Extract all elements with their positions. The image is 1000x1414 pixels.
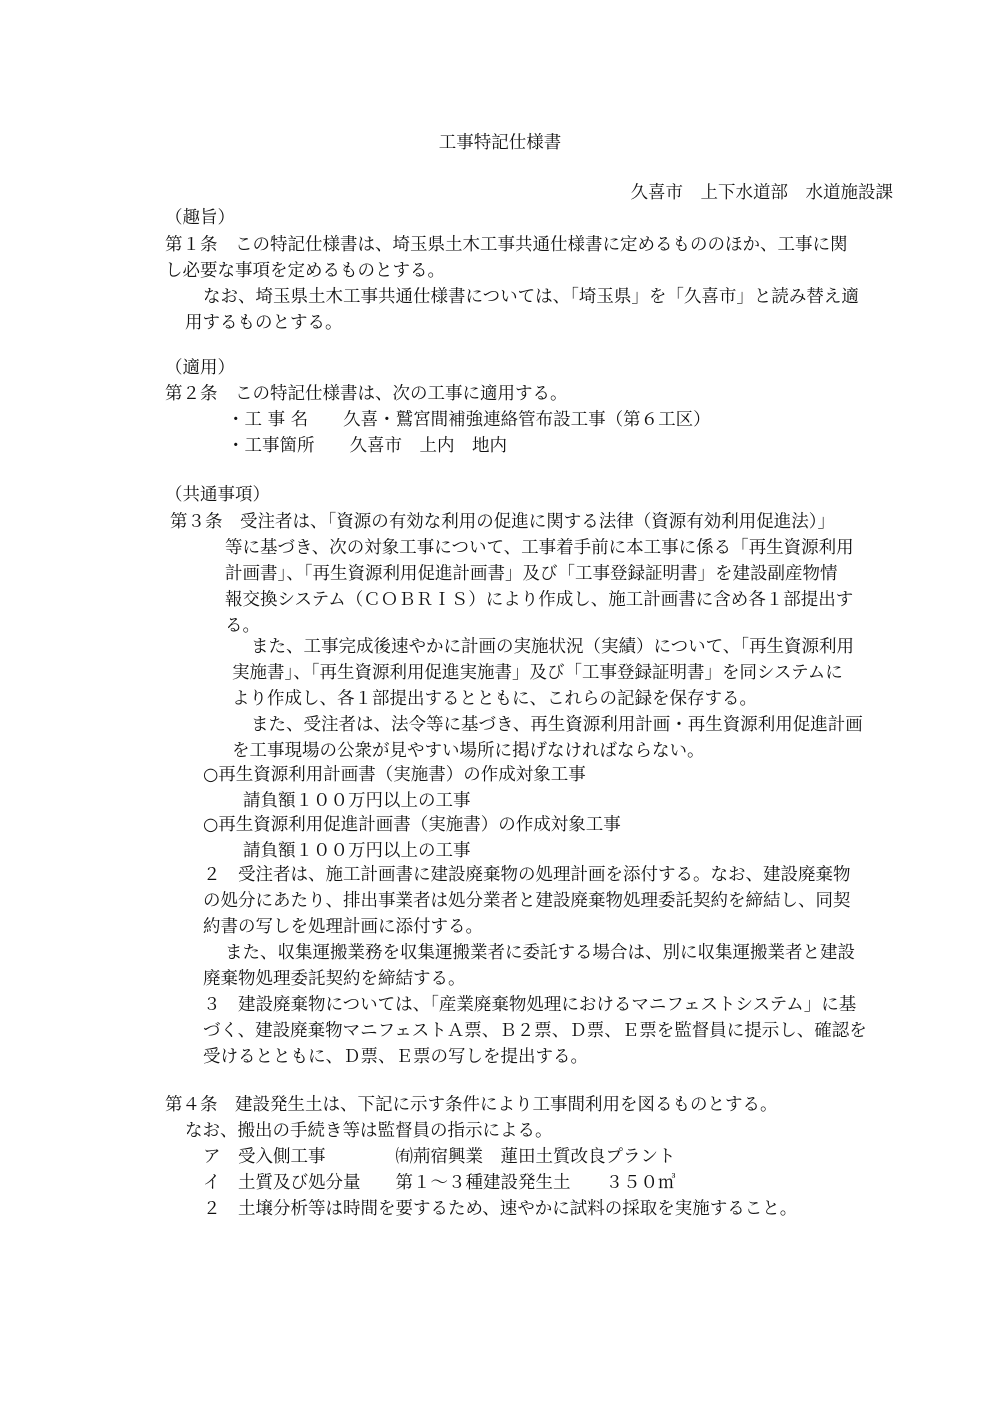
- body-line: また、受注者は、法令等に基づき、再生資源利用計画・再生資源利用促進計画: [251, 715, 863, 735]
- body-line: より作成し、各１部提出するとともに、これらの記録を保存する。: [232, 689, 757, 709]
- body-line: 第２条 この特記仕様書は、次の工事に適用する。: [165, 384, 568, 404]
- body-line: ア 受入側工事 ㈲荊宿興業 蓮田土質改良プラント: [203, 1147, 676, 1167]
- body-line: また、収集運搬業務を収集運搬業者に委託する場合は、別に収集運搬業者と建設: [225, 943, 855, 963]
- body-line: し必要な事項を定めるものとする。: [165, 261, 445, 281]
- body-line: なお、埼玉県土木工事共通仕様書については、「埼玉県」を「久喜市」と読み替え適: [203, 287, 859, 307]
- body-line: ２ 土壌分析等は時間を要するため、速やかに試料の採取を実施すること。: [203, 1199, 798, 1219]
- body-line: ○再生資源利用促進計画書（実施書）の作成対象工事: [203, 815, 621, 835]
- document-title: 工事特記仕様書: [438, 133, 562, 153]
- body-line: を工事現場の公衆が見やすい場所に掲げなければならない。: [232, 741, 705, 761]
- body-line: る。: [225, 616, 260, 636]
- body-line: （適用）: [165, 358, 235, 378]
- body-line: 報交換システム（ＣＯＢＲＩＳ）により作成し、施工計画書に含め各１部提出す: [225, 590, 854, 610]
- body-line: ○再生資源利用計画書（実施書）の作成対象工事: [203, 765, 586, 785]
- body-line: づく、建設廃棄物マニフェストＡ票、Ｂ２票、Ｄ票、Ｅ票を監督員に提示し、確認を: [203, 1021, 867, 1041]
- body-line: 廃棄物処理委託契約を締結する。: [203, 969, 466, 989]
- body-line: 第３条 受注者は、「資源の有効な利用の促進に関する法律（資源有効利用促進法）」: [170, 512, 835, 532]
- body-line: 受けるとともに、Ｄ票、Ｅ票の写しを提出する。: [203, 1047, 588, 1067]
- body-line: （趣旨）: [165, 208, 235, 228]
- body-line: （共通事項）: [165, 485, 270, 505]
- body-line: 計画書」、「再生資源利用促進計画書」及び「工事登録証明書」を建設副産物情: [225, 564, 838, 584]
- body-line: 請負額１００万円以上の工事: [243, 791, 471, 811]
- organization-name: 久喜市 上下水道部 水道施設課: [630, 183, 893, 203]
- body-line: 約書の写しを処理計画に添付する。: [203, 917, 483, 937]
- body-line: 第４条 建設発生土は、下記に示す条件により工事間利用を図るものとする。: [165, 1095, 778, 1115]
- body-line: 請負額１００万円以上の工事: [243, 841, 471, 861]
- body-line: ２ 受注者は、施工計画書に建設廃棄物の処理計画を添付する。なお、建設廃棄物: [203, 865, 851, 885]
- body-line: ・工事箇所 久喜市 上内 地内: [227, 436, 507, 456]
- body-line: ・工 事 名 久喜・鷲宮間補強連絡管布設工事（第６工区）: [227, 410, 711, 430]
- body-line: なお、搬出の手続き等は監督員の指示による。: [185, 1121, 553, 1141]
- body-line: イ 土質及び処分量 第１～３種建設発生土 ３５０㎥: [203, 1173, 676, 1193]
- body-line: また、工事完成後速やかに計画の実施状況（実績）について、「再生資源利用: [251, 637, 855, 657]
- body-line: 等に基づき、次の対象工事について、工事着手前に本工事に係る「再生資源利用: [225, 538, 854, 558]
- body-line: 用するものとする。: [185, 313, 343, 333]
- body-line: の処分にあたり、排出事業者は処分業者と建設廃棄物処理委託契約を締結し、同契: [203, 891, 851, 911]
- body-line: 実施書」、「再生資源利用促進実施書」及び「工事登録証明書」を同システムに: [232, 663, 843, 683]
- body-line: 第１条 この特記仕様書は、埼玉県土木工事共通仕様書に定めるもののほか、工事に関: [165, 235, 848, 255]
- body-line: ３ 建設廃棄物については、「産業廃棄物処理におけるマニフェストシステム」に基: [203, 995, 857, 1015]
